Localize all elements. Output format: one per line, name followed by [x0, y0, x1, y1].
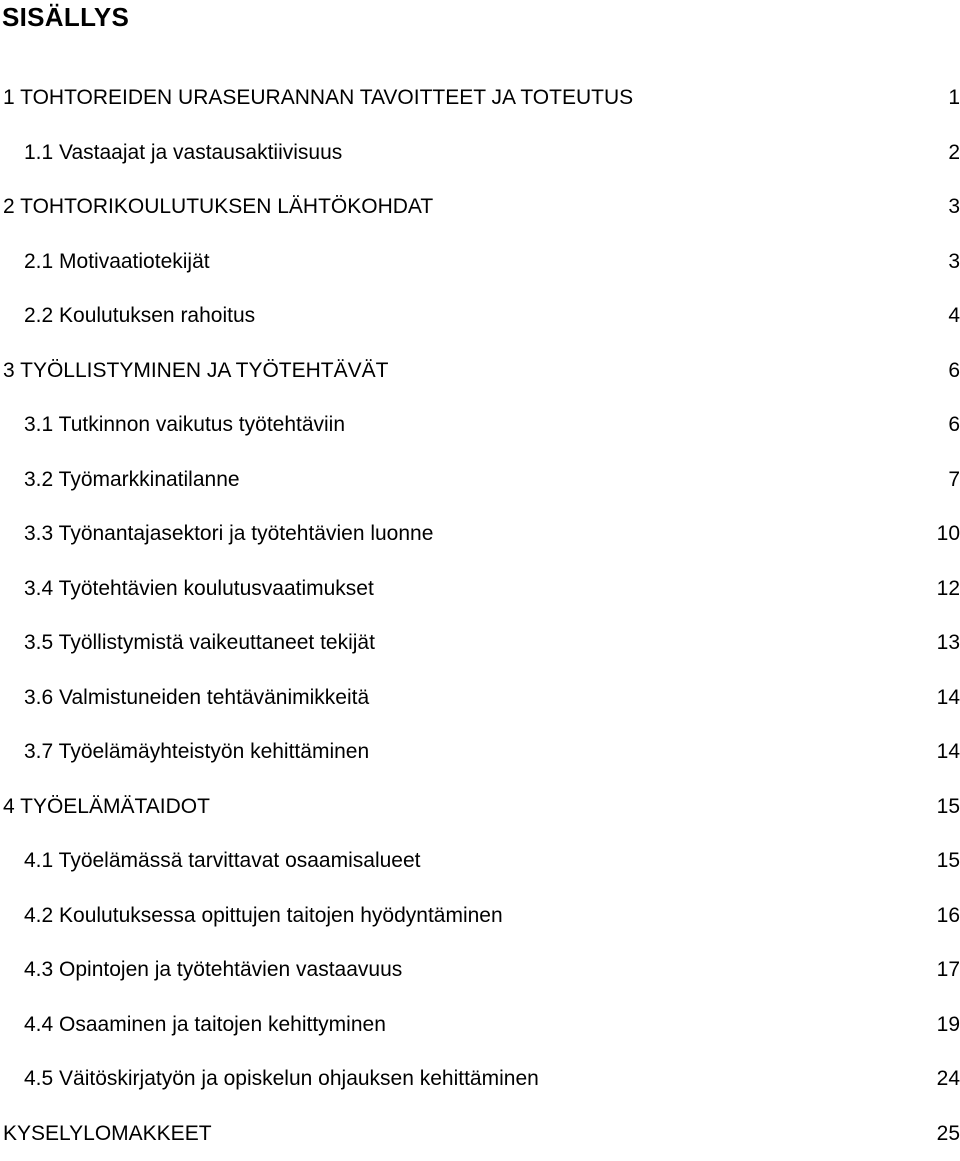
toc-entry[interactable] [0, 671, 960, 726]
toc-entry[interactable] [0, 180, 960, 235]
toc-entry-page-number: 16 [937, 889, 960, 944]
toc-entry-page-number: 15 [937, 780, 960, 835]
toc-entry-page-number: 19 [937, 998, 960, 1053]
toc-entry-label: 4.5 Väitöskirjatyön ja opiskelun ohjauksen kehittäminen [24, 1052, 539, 1107]
toc-entry[interactable] [0, 725, 960, 780]
toc-entry-page-number: 14 [937, 671, 960, 726]
table-of-contents [0, 71, 960, 1161]
toc-entry-label: 3.2 Työmarkkinatilanne [24, 453, 240, 508]
toc-entry[interactable] [0, 235, 960, 290]
toc-entry[interactable] [0, 834, 960, 889]
toc-entry-label: 3.6 Valmistuneiden tehtävänimikkeitä [24, 671, 369, 726]
toc-entry-label: 3.5 Työllistymistä vaikeuttaneet tekijät [24, 616, 375, 671]
toc-entry-page-number: 24 [937, 1052, 960, 1107]
toc-entry[interactable] [0, 780, 960, 835]
toc-entry[interactable] [0, 889, 960, 944]
toc-entry-page-number: 1 [948, 71, 960, 126]
toc-entry-page-number: 15 [937, 834, 960, 889]
toc-entry-page-number: 6 [948, 344, 960, 399]
toc-entry-page-number: 13 [937, 616, 960, 671]
toc-entry-label: 1 TOHTOREIDEN URASEURANNAN TAVOITTEET JA TOTEUTUS [3, 71, 633, 126]
toc-entry-label: 3.1 Tutkinnon vaikutus työtehtäviin [24, 398, 345, 453]
toc-entry-label: 4 TYÖELÄMÄTAIDOT [3, 780, 210, 835]
toc-entry-page-number: 3 [948, 235, 960, 290]
toc-entry-page-number: 7 [948, 453, 960, 508]
toc-entry[interactable] [0, 1052, 960, 1107]
toc-entry[interactable] [0, 1107, 960, 1161]
toc-entry[interactable] [0, 943, 960, 998]
toc-entry[interactable] [0, 289, 960, 344]
toc-entry-label: 4.2 Koulutuksessa opittujen taitojen hyödyntäminen [24, 889, 503, 944]
toc-entry-label: 2.1 Motivaatiotekijät [24, 235, 210, 290]
toc-entry[interactable] [0, 507, 960, 562]
toc-entry[interactable] [0, 562, 960, 617]
toc-entry-label: KYSELYLOMAKKEET [3, 1107, 212, 1161]
toc-entry-label: 4.3 Opintojen ja työtehtävien vastaavuus [24, 943, 402, 998]
toc-entry-label: 4.1 Työelämässä tarvittavat osaamisalueet [24, 834, 421, 889]
toc-entry-page-number: 2 [948, 126, 960, 181]
toc-entry-page-number: 10 [937, 507, 960, 562]
toc-entry[interactable] [0, 126, 960, 181]
toc-entry[interactable] [0, 398, 960, 453]
toc-entry-label: 4.4 Osaaminen ja taitojen kehittyminen [24, 998, 386, 1053]
toc-entry-page-number: 25 [937, 1107, 960, 1161]
toc-entry[interactable] [0, 71, 960, 126]
toc-entry-page-number: 3 [948, 180, 960, 235]
toc-entry[interactable] [0, 998, 960, 1053]
toc-entry[interactable] [0, 616, 960, 671]
toc-entry-label: 3.4 Työtehtävien koulutusvaatimukset [24, 562, 374, 617]
toc-entry[interactable] [0, 453, 960, 508]
toc-entry-label: 3 TYÖLLISTYMINEN JA TYÖTEHTÄVÄT [3, 344, 389, 399]
page-title: SISÄLLYS [2, 0, 129, 34]
toc-entry-label: 2.2 Koulutuksen rahoitus [24, 289, 255, 344]
toc-entry-label: 3.3 Työnantajasektori ja työtehtävien luonne [24, 507, 433, 562]
toc-entry-page-number: 4 [948, 289, 960, 344]
toc-entry-label: 2 TOHTORIKOULUTUKSEN LÄHTÖKOHDAT [3, 180, 433, 235]
toc-entry-label: 3.7 Työelämäyhteistyön kehittäminen [24, 725, 369, 780]
toc-entry-page-number: 12 [937, 562, 960, 617]
toc-entry-page-number: 17 [937, 943, 960, 998]
toc-entry-label: 1.1 Vastaajat ja vastausaktiivisuus [24, 126, 342, 181]
toc-entry-page-number: 6 [948, 398, 960, 453]
toc-entry[interactable] [0, 344, 960, 399]
toc-entry-page-number: 14 [937, 725, 960, 780]
